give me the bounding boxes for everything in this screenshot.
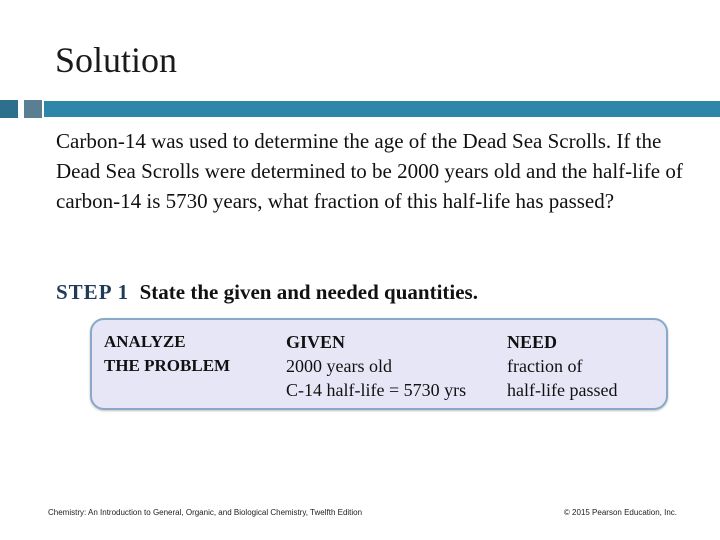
step-heading — [56, 278, 478, 306]
given-column — [286, 330, 466, 402]
analyze-column — [104, 330, 230, 378]
need-heading: NEED — [507, 332, 558, 352]
title-rule-square-right — [24, 100, 42, 118]
footer-copyright: © 2015 Pearson Education, Inc. — [563, 508, 677, 517]
slide-title: Solution — [55, 40, 178, 80]
analyze-label-line2: THE PROBLEM — [104, 356, 231, 375]
need-value-line2: half-life passed — [507, 380, 618, 400]
step-label: STEP 1 — [56, 280, 130, 304]
title-rule-bar — [44, 101, 720, 117]
title-rule-square-left — [0, 100, 18, 118]
analysis-box — [90, 318, 668, 410]
question-text: Carbon-14 was used to determine the age of the Dead Sea Scrolls. If the Dead Sea Scrolls were determined to be 2000 years old and the half-life of carbon-14 is 5730 years, what fraction of this half-life has passed? — [56, 129, 683, 213]
need-value-line1: fraction of — [507, 356, 583, 376]
given-heading: GIVEN — [286, 332, 346, 352]
step-text: State the given and needed quantities. — [139, 280, 478, 304]
footer-book-title: Chemistry: An Introduction to General, Organic, and Biological Chemistry, Twelfth Edition — [48, 508, 363, 517]
need-column — [507, 330, 617, 402]
given-value-age: 2000 years old — [286, 356, 392, 376]
analyze-label-line1: ANALYZE — [104, 332, 186, 351]
given-value-half-life: C-14 half-life = 5730 yrs — [286, 380, 467, 400]
